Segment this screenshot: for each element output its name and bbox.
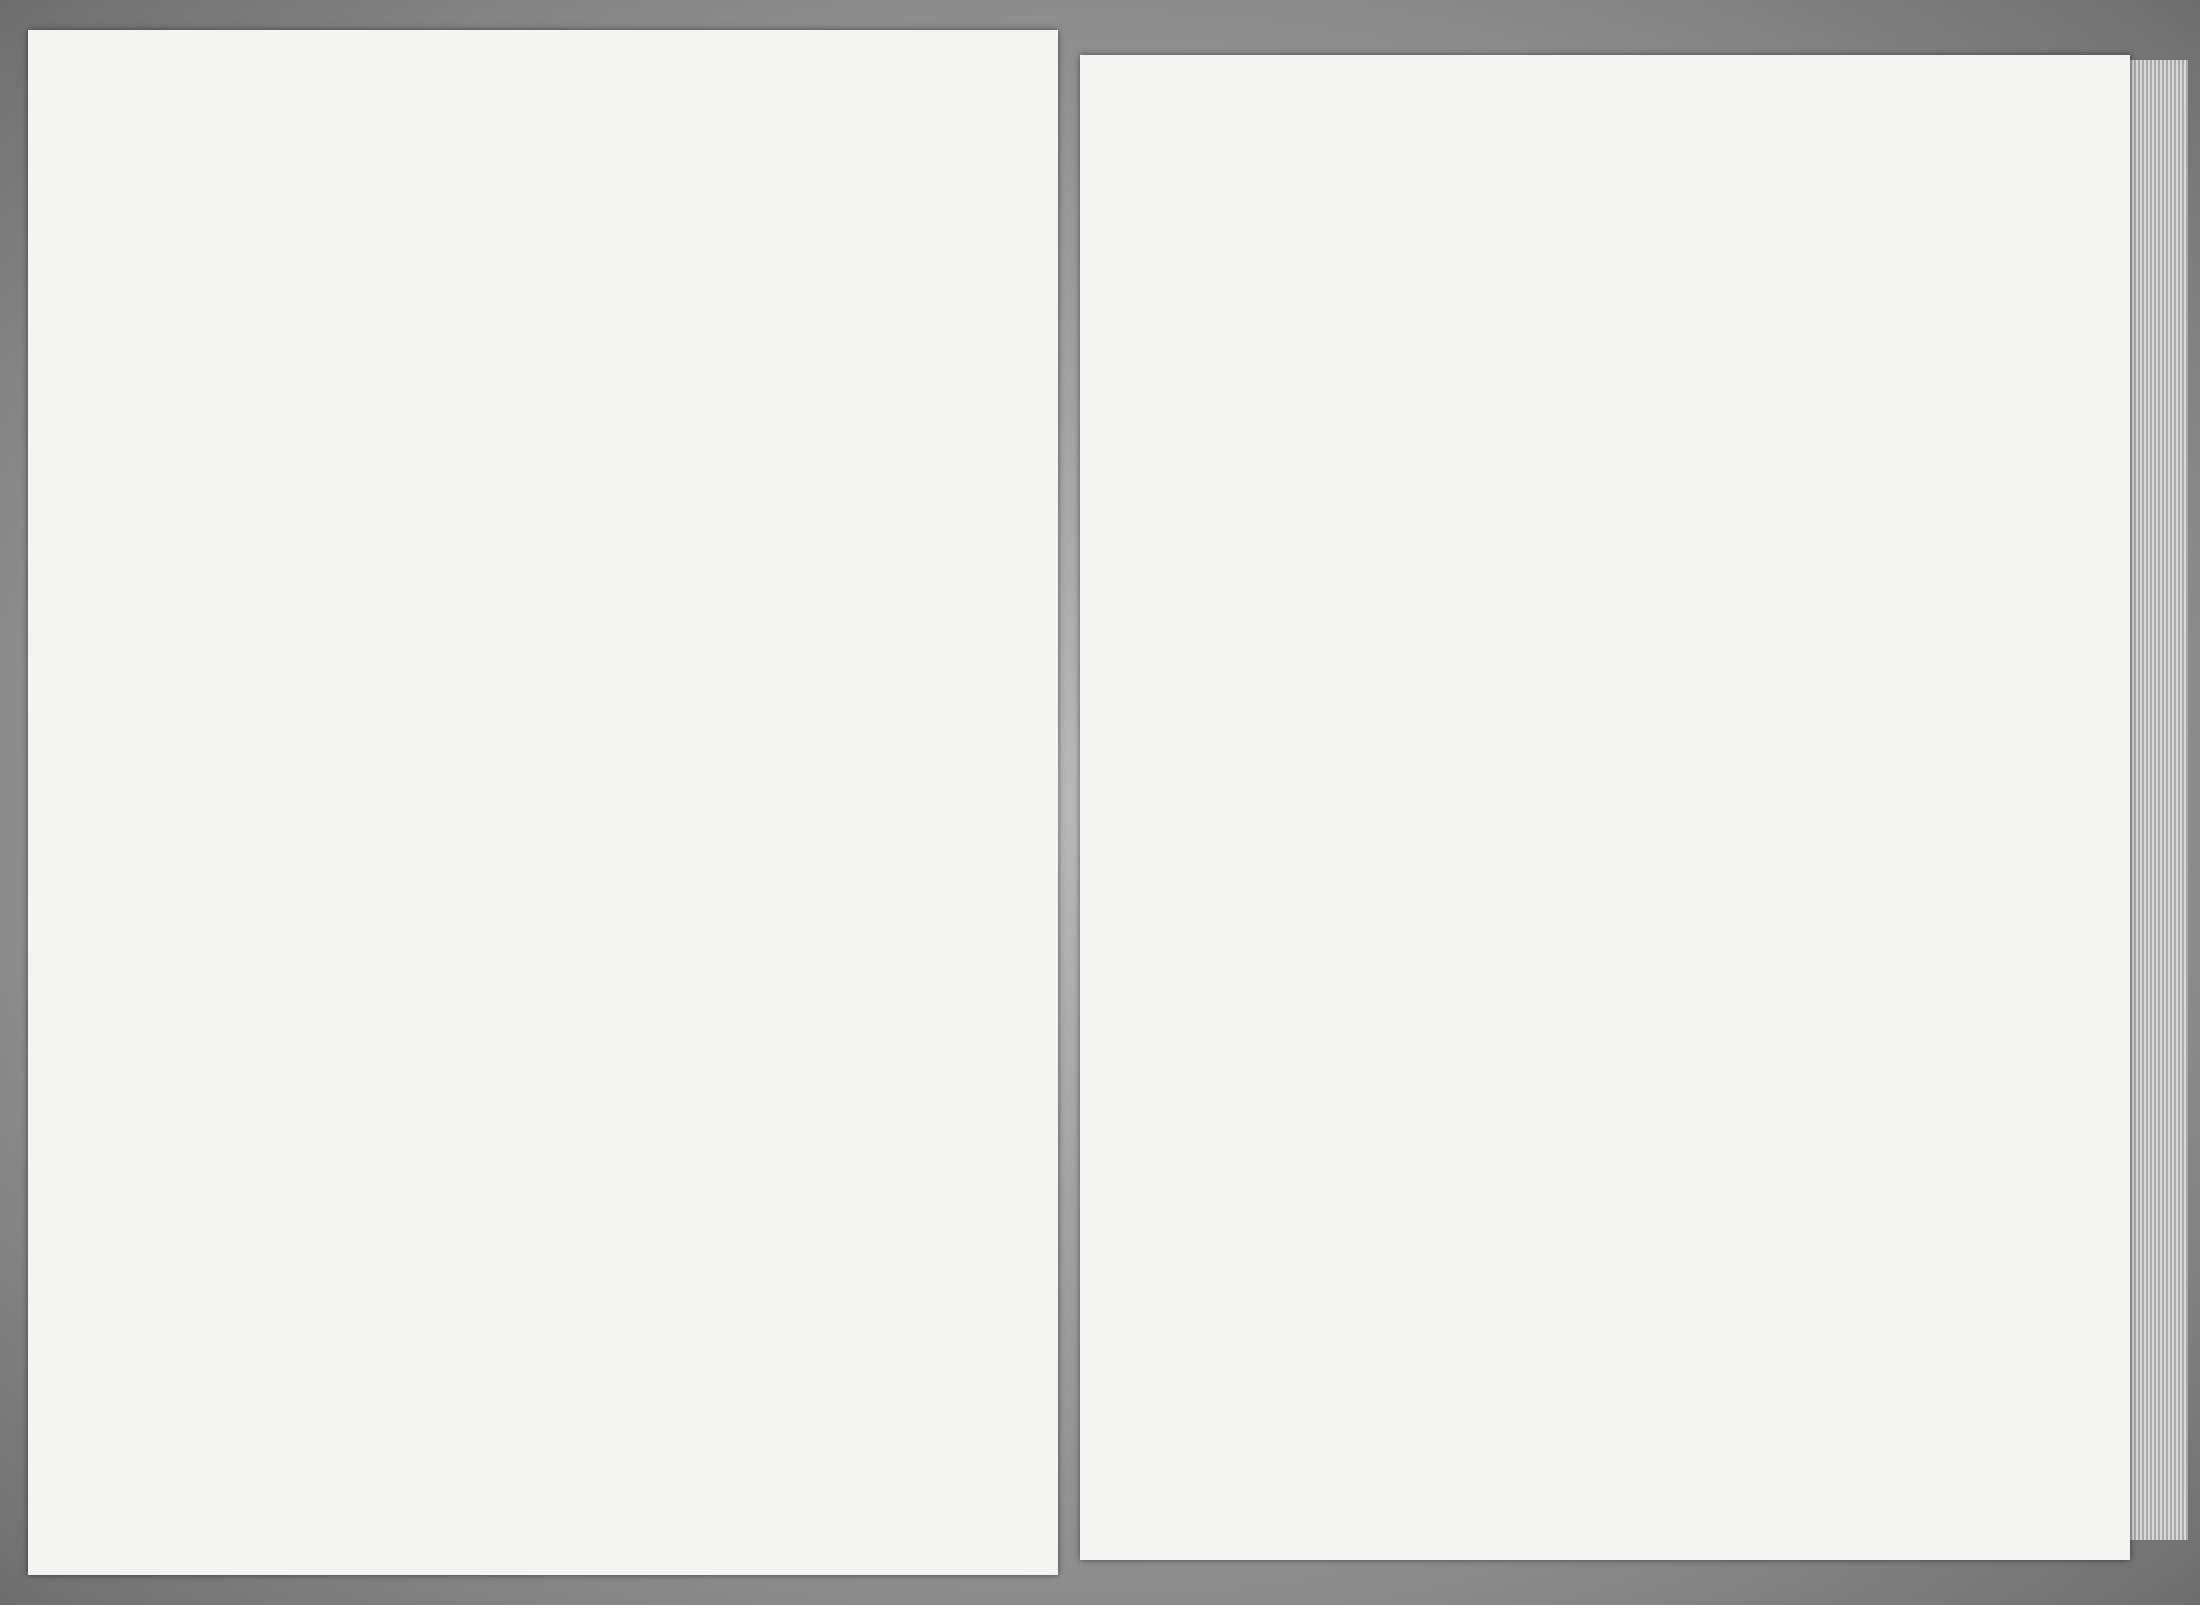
book-page-edges <box>2128 60 2188 1540</box>
left-page-grid <box>28 30 1058 1575</box>
right-page-grid <box>1080 55 2130 1560</box>
right-page <box>1080 55 2130 1560</box>
left-page <box>28 30 1058 1575</box>
